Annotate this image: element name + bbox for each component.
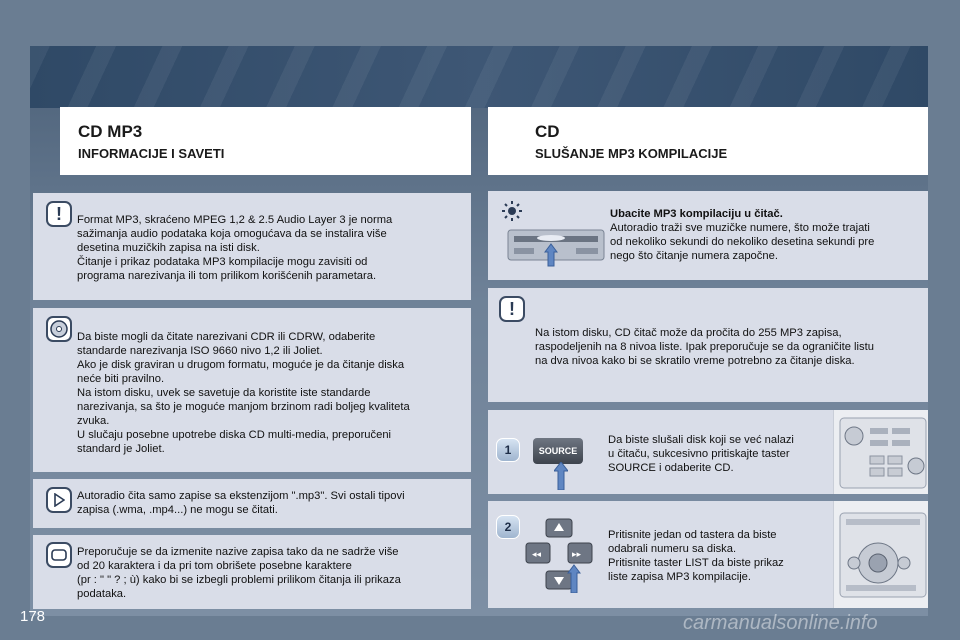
warning-icon: !	[499, 296, 525, 322]
cd-disc-icon	[46, 316, 72, 342]
note-text: Na istom disku, CD čitač može da pročita do 255 MP3 zapisa, raspodeljenih na 8 nivoa liste. Ipak preporučuje se da ograničite listu na dva nivoa kako bi se skratilo vreme potrebno za čitanje diska.	[535, 327, 874, 367]
source-button[interactable]: SOURCE	[533, 438, 583, 464]
right-header-title: CD	[535, 122, 560, 141]
step-1-block	[488, 410, 928, 494]
info-text: Da biste mogli da čitate narezivani CDR ili CDRW, odaberite standarde narezivanja ISO 9660 nivo 1,2 ili Joliet. Ako je disk graviran u drugom formatu, moguće je da čitanje diska neće biti pravilno. Na istom disku, uvek se savetuje da koristite iste standarde narezivanja, sa što je moguće manjom brzinom radi boljeg kvaliteta zvuka. U slučaju posebne upotrebe diska CD multi-media, preporučeni standard je Joliet.	[77, 331, 410, 455]
step-1-text: Da biste slušali disk koji se već nalazi u čitaču, sukcesivno pritiskajte taster SOURCE i odaberite CD.	[608, 434, 794, 474]
svg-text:▸▸: ▸▸	[572, 550, 582, 560]
insert-text: Autoradio traži sve muzičke numere, što može trajati od nekoliko sekundi do nekoliko desetina sekundi pre nego što čitanje numera započne.	[610, 222, 875, 262]
step-number-badge: 2	[496, 515, 520, 539]
press-arrow-icon	[554, 462, 568, 490]
info-block-naming	[33, 535, 471, 609]
step-2-block	[488, 501, 928, 608]
info-text: Autoradio čita samo zapise sa ekstenzijom ".mp3". Svi ostali tipovi zapisa (.wma, .mp4...) ne mogu se čitati.	[77, 490, 405, 516]
warning-icon: !	[46, 201, 72, 227]
svg-text:◂◂: ◂◂	[532, 550, 542, 560]
insert-heading: Ubacite MP3 kompilaciju u čitač.	[610, 208, 783, 220]
info-text: Format MP3, skraćeno MPEG 1,2 & 2.5 Audio Layer 3 je norma sažimanja audio podataka koja omogućava da se instalira više desetina muzičkih zapisa na isti disk. Čitanje i prikaz podataka MP3 kompilacije mogu zavisiti od programa narezivanja ili tom prilikom korišćenih parametara.	[77, 214, 393, 282]
navigation-keypad-icon[interactable]	[524, 515, 594, 593]
step-number-badge: 1	[496, 438, 520, 462]
info-block-extension	[33, 479, 471, 528]
left-header-card	[60, 107, 471, 175]
right-header-card	[488, 107, 928, 175]
note-block	[488, 288, 928, 402]
page-number: 178	[20, 608, 46, 625]
left-header-title: CD MP3	[78, 122, 143, 141]
info-block-burning	[33, 308, 471, 472]
info-block-mp3-format	[33, 193, 471, 300]
watermark: carmanualsonline.info	[683, 612, 878, 634]
left-header-subtitle: INFORMACIJE I SAVETI	[78, 146, 225, 161]
right-header-subtitle: SLUŠANJE MP3 KOMPILACIJE	[535, 146, 728, 161]
radio-controls-photo	[833, 501, 928, 608]
sun-light-icon	[499, 198, 525, 224]
cd-player-illustration	[506, 224, 606, 264]
step-2-text: Pritisnite jedan od tastera da biste odabrali numeru sa diska. Pritisnite taster LIST da biste prikaz liste zapisa MP3 kompilacije.	[608, 529, 784, 583]
insert-block	[488, 191, 928, 280]
info-text: Preporučuje se da izmenite nazive zapisa tako da ne sadrže više od 20 karaktera i da pri tom obrišete posebne karaktere (pr : " " ? ; ù) kako bi se izbegli problemi prilikom čitanja ili prikaza podataka.	[77, 546, 401, 600]
radio-panel-photo	[833, 410, 928, 494]
play-arrow-icon	[46, 487, 72, 513]
rounded-box-icon	[46, 542, 72, 568]
decorative-band	[30, 46, 928, 108]
